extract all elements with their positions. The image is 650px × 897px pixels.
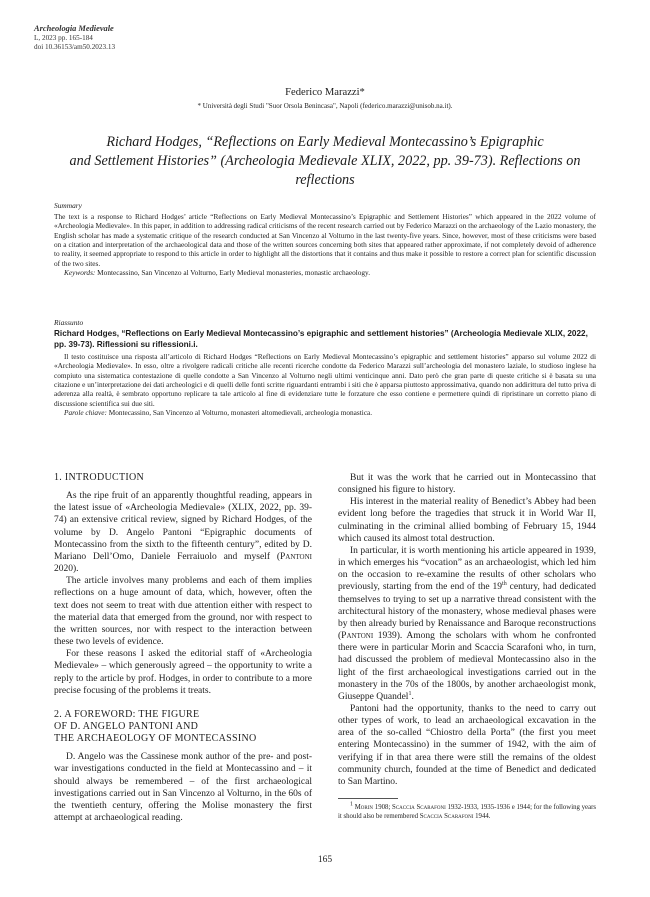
- foreword-paragraph-1: D. Angelo was the Cassinese monk author of the pre- and post-war investigations conducted in the field at Montecassino and – it should always be remembered – of the first archaeological investigations carried out in San Vincenzo al Volturno, in the 60s of the twentieth century, offering the Molise monastery the first attempt at archaeological reading.: [54, 752, 312, 824]
- footnote-number: 1: [350, 801, 353, 808]
- right-paragraph-1: But it was the work that he carried out in Montecassino that consigned his figure to history.: [338, 473, 596, 496]
- riassunto-text: Il testo costituisce una risposta all’articolo di Richard Hodges “Reflections on Early Medieval Montecassino’s epigraphic and settlement histories” apparso sul volume 2022 di «Archeologia Medievale». In esso, oltre a rivolgere radicali critiche alle recenti ricerche condotte da Federico Marazzi sull’archeologia del monastero laziale, lo studioso inglese ha compiuto una sistematica contestazione di quelle condotte a San Vincenzo al Volturno negli ultimi venticinque anni. Dato però che gran parte di queste critiche si è basata su una citazione e un’interpretazione dei dati archeologici e di quelli delle fonti scritte riguardanti entrambi i siti che è apparsa piuttosto approssimativa, quando non addirittura del tutto priva di aderenza alla realtà, è sembrato opportuno replicare ta tale articolo al fine di evidenziare tutte le forzature che esso contiene e permettere quindi di ripristinare un corretto piano di discussione scientifica sui due siti.: [54, 352, 596, 408]
- right-paragraph-4: Pantoni had the opportunity, thanks to the need to carry out other types of work, to lead an archaeological excavation in the area of the so-called “Chiostro della Porta” (the first you meet entering Montecassino) in the summer of 1942, with the aim of verifying if in that area there were still the remains of the oldest community church, founded at the time of Benedict and dedicated to San Martino.: [338, 703, 596, 787]
- summary-text: The text is a response to Richard Hodges’ article “Reflections on Early Medieval Montecassino’s Epigraphic and Settlement Histories” which appeared in the 2022 volume of «Archeologia Medievale». In this paper, in addition to addressing radical criticisms of the recent research carried out by Federico Marazzi on the archaeology of the Lazio monastery, the English scholar has made a systematic critique of the research conducted at San Vincenzo al Volturno in the last twenty-five years. Since, however, most of these criticisms were based on a citation and interpretation of the archaeological data and those of the written sources concerning both sites that appeared rather approximate, if not completely devoid of adherence to reality, it seemed appropriate to respond to this article in order to highlight all the distortions that it contains and thus make it possible to restore a correct plan for scientific discussion of the two sites.: [54, 212, 596, 268]
- riassunto-block: [54, 352, 596, 417]
- journal-volume: L, 2023 pp. 165-184: [34, 33, 93, 42]
- section-heading-introduction: 1. INTRODUCTION: [54, 472, 145, 483]
- author-affiliation: * Università degli Studi "Suor Orsola Benincasa", Napoli (federico.marazzi@unisob.na.it).: [197, 102, 453, 110]
- p3-part-b: century, had dedicated themselves to trying to set up a narrative thread consistent with the architectural history of the monastery, whose medieval phases were by then already buried by Renaissance and Baroque reconstructions (: [338, 582, 596, 642]
- journal-name: Archeologia Medievale: [34, 24, 114, 33]
- fn-text-b: 1908;: [373, 804, 393, 812]
- p3-part-a: In particular, it is worth mentioning his article appeared in 1939, in which emerges his “vocation” as an archaeologist, which led him on the occasion to re-examine the results of other scholars who previously, starting from the end of the 19: [338, 545, 596, 593]
- intro-p1-text: As the ripe fruit of an apparently thoughtful reading, appears in the latest issue of «Archeologia Medievale» (XLIX, 2022, pp. 39-74) an extensive critical review, signed by Richard Hodges, of the volume by D. Angelo Pantoni “Epigraphic documents of Montecassino from the sixth to the fifteenth century”, edited by D. Mariano Dell’Omo, Daniele Ferraiuolo and myself (: [54, 491, 312, 562]
- citation: Pantoni: [280, 551, 312, 562]
- intro-paragraph-3: For these reasons I asked the editorial staff of «Archeologia Medievale» – which generously agreed – the opportunity to write a reply to the article by prof. Hodges, in order to contribute to a more precise focusing of the problems it treats.: [54, 649, 312, 696]
- riassunto-heading: Riassunto: [54, 318, 84, 327]
- title-line-1: Richard Hodges, “Reflections on Early Medieval Montecassino’s Epigraphic: [106, 134, 544, 150]
- foreword-heading-line-1: 2. A FOREWORD: THE FIGURE: [54, 708, 200, 720]
- p3-part-c: 1939). Among the scholars with whom he confronted there were in particular Morin and Scaccia Scarafoni who, in turn, had discussed the problem of medieval Montecassino also in the light of the first archaeological investigations carried out in the monastery in the 70s of the 1800s, by another archaeologist monk, Giuseppe Quandel: [338, 631, 596, 702]
- parole-chiave-list: Montecassino, San Vincenzo al Volturno, monasteri altomedievali, archeologia monastica.: [106, 408, 373, 418]
- page-number: 165: [317, 855, 333, 865]
- author-name: Federico Marazzi*: [285, 87, 365, 98]
- parole-chiave-label: Parole chiave:: [64, 408, 107, 418]
- intro-paragraph-1: [54, 490, 312, 575]
- intro-paragraph-2: The article involves many problems and each of them implies reflections on a huge amount of data, which, however, often the text does not seem to treat with due attention either with respect to the material data that emerged from the ground, nor with respect to the written sources, nor with respect to the interaction between these two levels of evidence.: [54, 576, 312, 648]
- fn-cite-morin: Morin: [354, 804, 374, 812]
- foreword-heading-line-2: OF D. ANGELO PANTONI AND: [54, 720, 199, 732]
- footnote-divider: [338, 798, 398, 799]
- journal-header: [34, 24, 115, 53]
- keywords-list: Montecassino, San Vincenzo al Volturno, Early Medieval monasteries, monastic archaeology.: [95, 268, 371, 278]
- foreword-heading-line-3: THE ARCHAEOLOGY OF MONTECASSINO: [54, 733, 257, 745]
- superscript-th: th: [502, 581, 507, 588]
- right-column: [338, 472, 596, 821]
- summary-heading: Summary: [54, 201, 82, 210]
- journal-doi: doi 10.36153/am50.2023.13: [34, 43, 116, 52]
- title-line-2: and Settlement Histories” (Archeologia Medievale XLIX, 2022, pp. 39-73). Reflections on reflections: [69, 153, 581, 188]
- citation: Pantoni: [341, 631, 374, 642]
- right-paragraph-3: [338, 545, 596, 703]
- right-paragraph-2: His interest in the material reality of Benedict’s Abbey had been evident long before the tragedies that struck it in World War II, culminating in the criminal allied bombing of February 15, 1944 which caused its almost total destruction.: [338, 497, 596, 544]
- riassunto-keywords: [54, 408, 596, 417]
- riassunto-title: Richard Hodges, “Reflections on Early Medieval Montecassino’s epigraphic and settlement histories” (Archeologia Medievale XLIX, 2022, pp. 39-73). Riflessioni su riflessioni.i.: [54, 329, 588, 349]
- summary-block: [54, 212, 596, 277]
- article-title: [40, 133, 610, 190]
- footnote-1: [338, 803, 596, 821]
- fn-text-d: 1932-1933, 1935-1936 e 1944; for the following years it should also be remembered: [338, 804, 597, 821]
- section-heading-foreword: [54, 709, 312, 745]
- left-column: [54, 472, 312, 824]
- fn-text-f: 1944.: [473, 813, 491, 821]
- fn-cite-scaccia-2: Scaccia Scarafoni: [419, 813, 474, 821]
- keywords-label: Keywords:: [64, 268, 96, 278]
- summary-keywords: [54, 268, 596, 277]
- p3-part-d: .: [411, 691, 414, 702]
- intro-p1-end: 2020).: [54, 564, 79, 575]
- fn-cite-scaccia-1: Scaccia Scarafoni: [392, 804, 446, 812]
- footnote-ref: 1: [408, 690, 412, 697]
